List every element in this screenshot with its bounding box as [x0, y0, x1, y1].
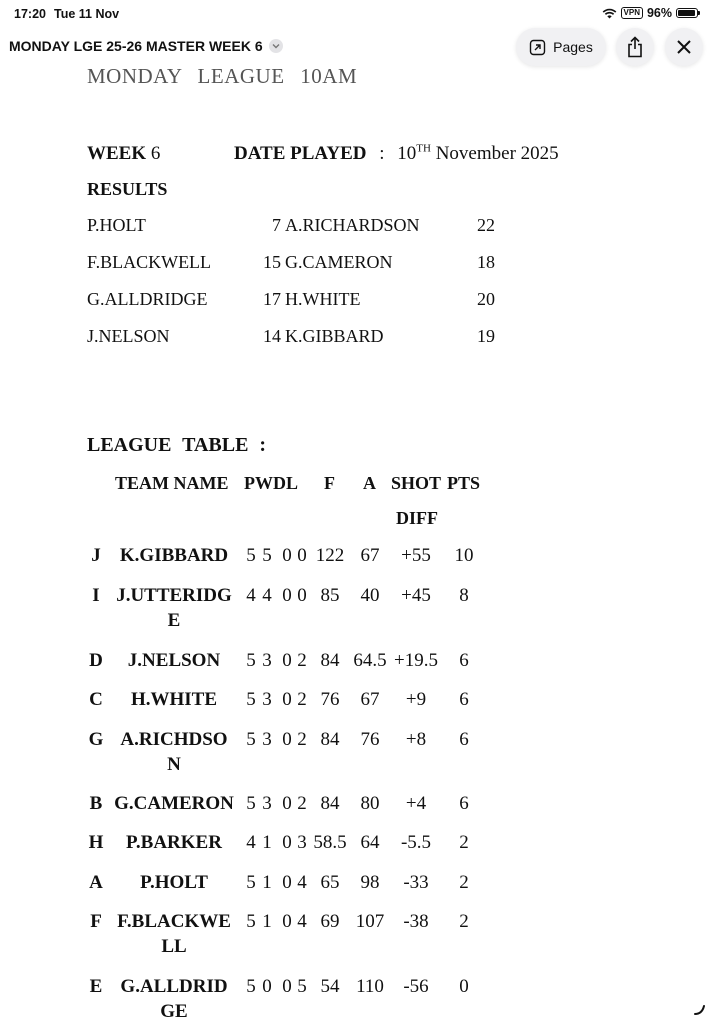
- stat-d: 0: [282, 976, 292, 997]
- stat-a: 98: [360, 872, 380, 893]
- result-home-team: G.ALLDRIDGE: [87, 289, 208, 309]
- stat-w: 5: [262, 545, 272, 566]
- stat-pts: 2: [459, 832, 469, 853]
- stat-diff: +19.5: [394, 650, 438, 671]
- week-number: 6: [150, 143, 161, 164]
- stat-d: 0: [282, 872, 292, 893]
- stat-diff: +9: [405, 689, 427, 710]
- close-icon: [676, 39, 692, 55]
- team-name-continued: LL: [161, 936, 187, 957]
- stat-a: 110: [356, 976, 384, 997]
- stat-l: 2: [297, 689, 307, 710]
- stat-diff: -56: [403, 976, 429, 997]
- stat-d: 0: [282, 911, 292, 932]
- team-name: A.RICHDSO: [120, 729, 228, 750]
- external-link-icon: [529, 39, 546, 56]
- stat-p: 5: [246, 729, 256, 750]
- stat-f: 65: [320, 872, 340, 893]
- stat-a: 40: [360, 585, 380, 606]
- status-indicators: [602, 6, 698, 20]
- stat-p: 5: [246, 976, 256, 997]
- stat-l: 2: [297, 729, 307, 750]
- team-letter: E: [89, 976, 103, 997]
- league-table-label: LEAGUE TABLE :: [87, 434, 267, 456]
- team-name: J.UTTERIDG: [116, 585, 232, 606]
- stat-diff: +45: [401, 585, 431, 606]
- stat-p: 5: [246, 545, 256, 566]
- share-button[interactable]: [616, 28, 654, 66]
- stat-l: 0: [297, 545, 307, 566]
- pages-label: Pages: [553, 39, 593, 55]
- stat-diff: +8: [405, 729, 427, 750]
- stat-pts: 2: [459, 911, 469, 932]
- result-away-score: 18: [477, 252, 495, 272]
- team-letter: D: [89, 650, 103, 671]
- stat-f: 58.5: [313, 832, 347, 853]
- stat-a: 80: [360, 793, 380, 814]
- stat-a: 67: [360, 545, 380, 566]
- status-date: Tue 11 Nov: [54, 7, 120, 21]
- stat-l: 2: [297, 650, 307, 671]
- header-pwdl: PWDL: [244, 473, 298, 493]
- date-day: 10: [397, 143, 417, 164]
- stat-d: 0: [282, 793, 292, 814]
- stat-pts: 10: [454, 545, 474, 566]
- stat-pts: 8: [459, 585, 469, 606]
- team-name-continued: E: [167, 610, 181, 631]
- team-letter: H: [88, 832, 104, 853]
- result-home-team: P.HOLT: [87, 215, 146, 235]
- date-suffix: TH: [416, 142, 431, 155]
- status-time: 17:20: [14, 7, 46, 21]
- stat-d: 0: [282, 832, 292, 853]
- stat-f: 69: [320, 911, 340, 932]
- result-home-score: 14: [263, 326, 281, 346]
- team-name: F.BLACKWE: [117, 911, 231, 932]
- header-shot: SHOT: [391, 473, 442, 493]
- stat-f: 84: [320, 793, 340, 814]
- stat-d: 0: [282, 650, 292, 671]
- status-bar: [0, 0, 712, 28]
- stat-a: 76: [360, 729, 380, 750]
- team-letter: B: [89, 793, 103, 814]
- stat-l: 0: [297, 585, 307, 606]
- result-home-score: 17: [263, 289, 281, 309]
- stat-p: 5: [246, 911, 256, 932]
- result-away-score: 22: [477, 215, 495, 235]
- stat-diff: -33: [403, 872, 429, 893]
- stat-pts: 6: [459, 689, 469, 710]
- stat-pts: 2: [459, 872, 469, 893]
- stat-pts: 6: [459, 650, 469, 671]
- header-points: PTS: [447, 473, 481, 493]
- result-away-team: K.GIBBARD: [285, 326, 384, 346]
- stat-diff: -5.5: [400, 832, 432, 853]
- team-letter: G: [88, 729, 104, 750]
- stat-w: 3: [262, 729, 272, 750]
- stat-w: 1: [262, 911, 272, 932]
- result-home-score: 15: [263, 252, 281, 272]
- week-line: [87, 143, 160, 165]
- team-name-continued: N: [167, 754, 181, 775]
- stat-f: 85: [320, 585, 340, 606]
- result-away-team: A.RICHARDSON: [285, 215, 420, 235]
- stat-a: 67: [360, 689, 380, 710]
- stat-d: 0: [282, 585, 292, 606]
- stat-f: 84: [320, 650, 340, 671]
- stat-w: 4: [262, 585, 272, 606]
- stat-f: 54: [320, 976, 340, 997]
- stat-diff: +4: [405, 793, 427, 814]
- header-diff: DIFF: [396, 508, 438, 528]
- stat-p: 4: [246, 585, 256, 606]
- stat-w: 1: [262, 872, 272, 893]
- document-title-menu[interactable]: [9, 38, 283, 54]
- stat-p: 5: [246, 872, 256, 893]
- stat-d: 0: [282, 729, 292, 750]
- stat-diff: -38: [403, 911, 429, 932]
- battery-icon: [676, 8, 698, 18]
- chevron-down-icon[interactable]: [269, 39, 283, 53]
- stat-diff: +55: [401, 545, 431, 566]
- team-name-continued: GE: [160, 1001, 188, 1022]
- result-away-score: 19: [477, 326, 495, 346]
- stat-d: 0: [282, 545, 292, 566]
- result-away-team: H.WHITE: [285, 289, 361, 309]
- stat-l: 4: [297, 872, 307, 893]
- vpn-icon: VPN: [621, 7, 643, 19]
- stat-w: 0: [262, 976, 272, 997]
- team-name: G.CAMERON: [114, 793, 234, 814]
- stat-w: 3: [262, 650, 272, 671]
- result-home-score: 7: [272, 215, 281, 235]
- stat-l: 4: [297, 911, 307, 932]
- stat-f: 84: [320, 729, 340, 750]
- team-letter: F: [90, 911, 102, 932]
- stat-l: 5: [297, 976, 307, 997]
- team-letter: I: [92, 585, 100, 606]
- stat-f: 122: [315, 545, 345, 566]
- wifi-icon: [602, 8, 617, 19]
- share-icon: [626, 36, 644, 58]
- close-button[interactable]: [665, 28, 703, 66]
- date-rest: November 2025: [435, 143, 559, 164]
- battery-percent: 96%: [646, 6, 672, 20]
- open-in-pages-button[interactable]: [516, 28, 606, 66]
- result-away-score: 20: [477, 289, 495, 309]
- stat-a: 107: [355, 911, 385, 932]
- date-played-line: [234, 143, 559, 165]
- date-label: DATE PLAYED: [234, 143, 367, 164]
- document-title: MONDAY LGE 25-26 MASTER WEEK 6: [9, 38, 263, 54]
- results-label: RESULTS: [87, 179, 168, 199]
- stat-p: 5: [246, 650, 256, 671]
- week-label: WEEK: [87, 143, 147, 164]
- team-name: P.BARKER: [126, 832, 222, 853]
- stat-l: 3: [297, 832, 307, 853]
- team-letter: J: [91, 545, 101, 566]
- header-for: F: [324, 473, 335, 493]
- stat-f: 76: [320, 689, 340, 710]
- team-name: K.GIBBARD: [119, 545, 229, 566]
- stat-p: 5: [246, 793, 256, 814]
- stat-a: 64: [360, 832, 380, 853]
- stat-p: 5: [246, 689, 256, 710]
- stat-pts: 6: [459, 729, 469, 750]
- team-name: H.WHITE: [130, 689, 218, 710]
- result-home-team: F.BLACKWELL: [87, 252, 212, 272]
- team-letter: A: [89, 872, 103, 893]
- stat-d: 0: [282, 689, 292, 710]
- header-team-name: TEAM NAME: [115, 473, 229, 493]
- stat-a: 64.5: [353, 650, 387, 671]
- stat-l: 2: [297, 793, 307, 814]
- team-name: G.ALLDRID: [120, 976, 228, 997]
- result-home-team: J.NELSON: [87, 326, 170, 346]
- stat-w: 3: [262, 689, 272, 710]
- stat-p: 4: [246, 832, 256, 853]
- result-away-team: G.CAMERON: [285, 252, 393, 272]
- stat-pts: 6: [459, 793, 469, 814]
- scroll-indicator-icon: [693, 1002, 707, 1016]
- header-against: A: [363, 473, 376, 493]
- team-name: P.HOLT: [140, 872, 208, 893]
- team-name: J.NELSON: [127, 650, 221, 671]
- date-colon: :: [379, 143, 385, 164]
- document-heading: MONDAY LEAGUE 10AM: [87, 64, 358, 88]
- stat-w: 3: [262, 793, 272, 814]
- team-letter: C: [89, 689, 103, 710]
- stat-w: 1: [262, 832, 272, 853]
- stat-pts: 0: [459, 976, 469, 997]
